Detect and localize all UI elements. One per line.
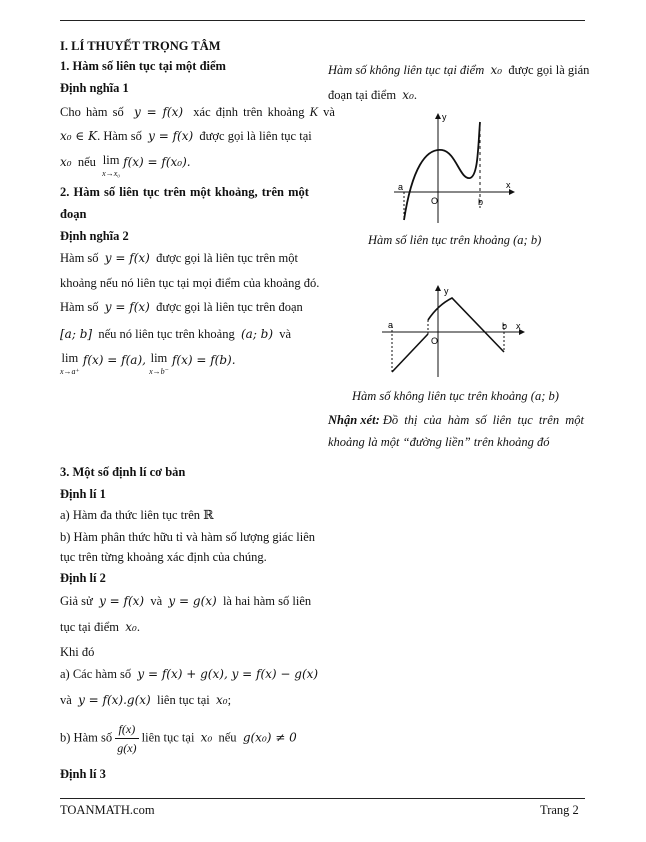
s2-title-line1: 2. Hàm số liên tục trên một khoảng, trên một [60, 185, 309, 199]
s2-line1: Hàm số y = f(x) được gọi là liên tục trên một [60, 251, 298, 265]
s3-title: 3. Một số định lí cơ bản [60, 465, 186, 479]
discontinuity-line1: Hàm số không liên tục tại điểm x₀ được gọi là gián [328, 63, 590, 77]
section-heading: I. LÍ THUYẾT TRỌNG TÂM [60, 39, 221, 53]
s1-line2: x₀ ∈ K. Hàm số y = f(x) được gọi là liên tục tại [60, 129, 312, 143]
s2-line5: lim x→a⁺ f(x) = f(a), lim x→b⁻ f(x) = f(b). [60, 351, 236, 376]
s2-line3: Hàm số y = f(x) được gọi là liên tục trên đoạn [60, 300, 303, 314]
fraction-f-over-g: $\frac{f(x)}{g(x)}$ [117, 722, 137, 755]
header-rule [60, 20, 585, 21]
label-x-2: x [516, 321, 521, 331]
s2-def-title: Định nghĩa 2 [60, 229, 129, 243]
label-x: x [506, 180, 511, 190]
s2-line2: khoảng nếu nó liên tục tại mọi điểm của khoảng đó. [60, 276, 320, 290]
limit-left: lim x→a⁺ [60, 351, 80, 376]
theorem1-title: Định lí 1 [60, 487, 106, 501]
label-y-2: y [444, 286, 449, 296]
branch-right [428, 298, 504, 352]
s2-line4: [a; b] nếu nó liên tục trên khoảng (a; b) và [60, 327, 292, 341]
label-b: b [478, 197, 484, 207]
limit-expr: lim x→x₀ [102, 153, 121, 178]
theorem1-b-l1: b) Hàm phân thức hữu tỉ và hàm số lượng giác liên [60, 530, 316, 544]
label-o: O [431, 196, 439, 206]
figure1-caption: Hàm số liên tục trên khoảng (a; b) [368, 233, 542, 247]
label-a-2: a [388, 320, 394, 330]
footer-rule [60, 798, 585, 799]
continuous-curve [404, 122, 480, 220]
figure2-caption: Hàm số không liên tục trên khoảng (a; b) [352, 389, 559, 403]
s2-title-line2: đoạn [60, 207, 87, 221]
s1-line3: x₀ nếu lim x→x₀ f(x) = f(x₀). [60, 153, 191, 178]
label-o-2: O [431, 336, 439, 346]
theorem1-a: a) Hàm đa thức liên tục trên ℝ [60, 507, 214, 522]
s1-def-title: Định nghĩa 1 [60, 81, 129, 95]
label-a: a [398, 182, 404, 192]
figure-continuous-graph [390, 108, 520, 228]
theorem1-b-l2: tục trên từng khoảng xác định của chúng. [60, 550, 267, 564]
footer-page: Trang 2 [540, 803, 579, 817]
note-line2: khoảng là một “đường liền” trên khoảng đó [328, 435, 550, 449]
theorem2-l1: Giả sử y = f(x) và y = g(x) là hai hàm số liên [60, 594, 312, 608]
limit-right: lim x→b⁻ [149, 351, 169, 376]
figure-discontinuous-graph [378, 282, 528, 382]
s1-line1: Cho hàm số y = f(x) xác định trên khoảng K và [60, 105, 335, 119]
branch-left [392, 334, 428, 372]
theorem2-a1: a) Các hàm số y = f(x) + g(x), y = f(x) − g(x) [60, 667, 319, 681]
theorem2-title: Định lí 2 [60, 571, 106, 585]
footer-site: TOANMATH.com [60, 803, 155, 817]
label-y: y [442, 112, 447, 122]
theorem2-then: Khi đó [60, 645, 95, 659]
label-b-2: b [502, 321, 508, 331]
theorem2-a2: và y = f(x).g(x) liên tục tại x₀; [60, 693, 232, 707]
discontinuity-line2: đoạn tại điểm x₀. [328, 88, 417, 102]
note-line1: Nhận xét: Đồ thị của hàm số liên tục trên một [328, 413, 584, 427]
s1-title: 1. Hàm số liên tục tại một điểm [60, 59, 226, 73]
theorem2-b: b) Hàm số $\frac{f(x)}{g(x)}$ liên tục tại x₀ nếu g(x₀) ≠ 0 [60, 722, 297, 755]
theorem2-l2: tục tại điểm x₀. [60, 620, 140, 634]
theorem3-title: Định lí 3 [60, 767, 106, 781]
